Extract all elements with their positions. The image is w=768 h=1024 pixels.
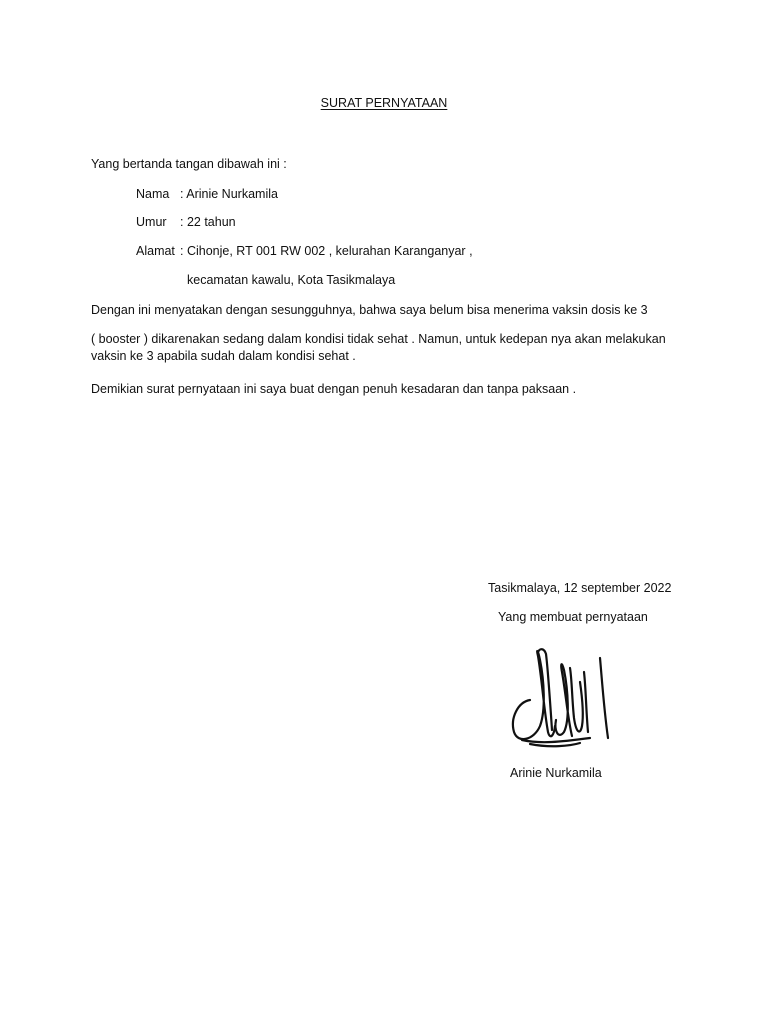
field-alamat	[136, 243, 473, 259]
signature-image	[500, 640, 625, 755]
document-title: SURAT PERNYATAAN	[320, 96, 448, 110]
field-alamat-value-line1: : Cihonje, RT 001 RW 002 , kelurahan Karanganyar ,	[180, 244, 473, 258]
field-nama	[136, 186, 278, 202]
field-nama-label: Nama	[136, 187, 170, 201]
field-alamat-value-line2: kecamatan kawalu, Kota Tasikmalaya	[187, 273, 396, 287]
body-line-1: Dengan ini menyatakan dengan sesungguhnya, bahwa saya belum bisa menerima vaksin dosis ke 3	[91, 303, 648, 317]
signer-role: Yang membuat pernyataan	[498, 610, 648, 624]
field-nama-value: : Arinie Nurkamila	[180, 187, 278, 201]
field-umur-label: Umur	[136, 215, 167, 229]
intro-text: Yang bertanda tangan dibawah ini :	[91, 157, 287, 171]
signer-name: Arinie Nurkamila	[510, 766, 602, 780]
place-date: Tasikmalaya, 12 september 2022	[488, 581, 672, 595]
closing-text: Demikian surat pernyataan ini saya buat dengan penuh kesadaran dan tanpa paksaan .	[91, 382, 577, 396]
field-alamat-label: Alamat	[136, 244, 175, 258]
body-line-2: ( booster ) dikarenakan sedang dalam kondisi tidak sehat . Namun, untuk kedepan nya akan melakukan	[91, 332, 666, 346]
body-line-3: vaksin ke 3 apabila sudah dalam kondisi sehat .	[91, 349, 356, 363]
field-umur-value: : 22 tahun	[180, 215, 236, 229]
field-umur	[136, 214, 236, 230]
